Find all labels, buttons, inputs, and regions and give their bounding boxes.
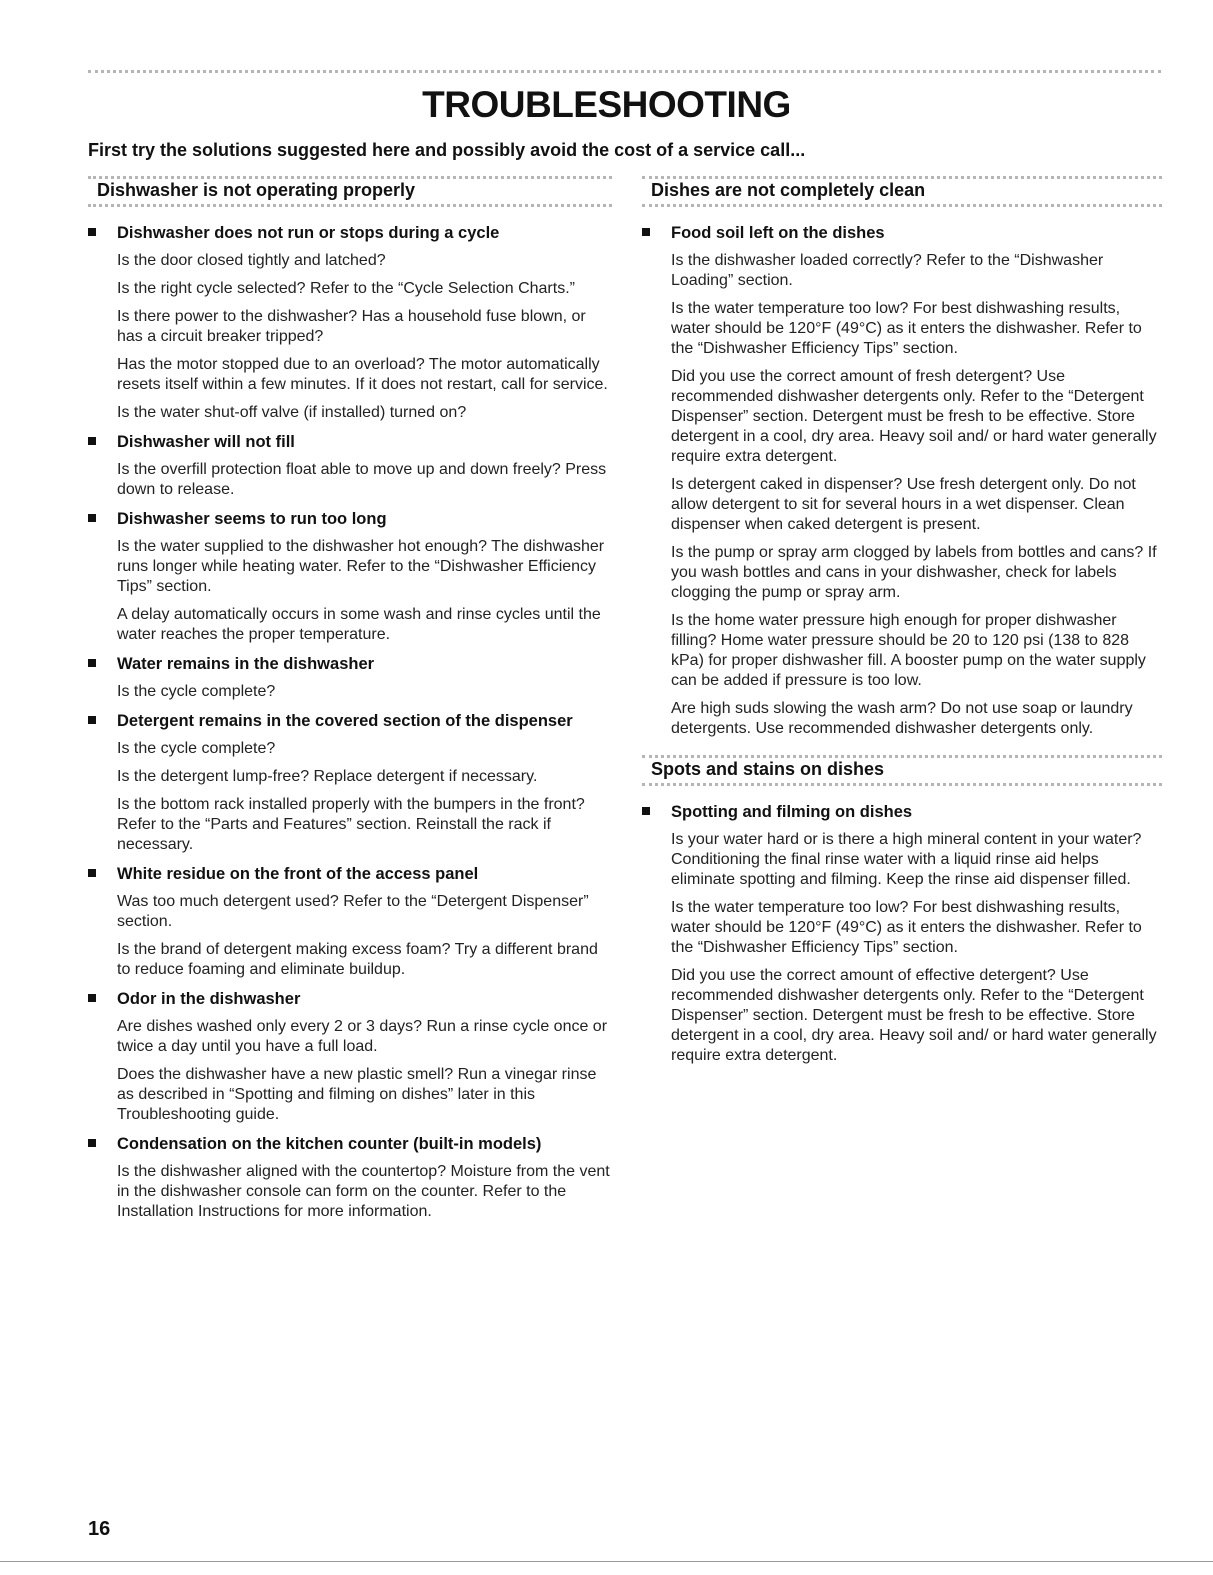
troubleshooting-item [88,223,612,423]
square-bullet-icon [88,514,96,522]
top-dotted-rule [88,70,1161,73]
solution-text: Is your water hard or is there a high mineral content in your water? Conditioning the final rinse water with a liquid rinse aid helps eliminate spotting and filming. Keep the rinse aid dispenser filled. [671,831,1142,888]
solution-text: Is the water temperature too low? For best dishwashing results, water should be 120°F (49°C) as it enters the dishwasher. Refer to the “Dishwasher Efficiency Tips” section. [671,300,1142,357]
problem-heading [88,509,612,529]
problem-heading [642,223,1162,243]
solution-text: Did you use the correct amount of effective detergent? Use recommended dishwasher detergents only. Refer to the “Detergent Dispenser” section. Detergent must be fresh to be effective. Store detergent in a cool, dry area. Heavy soil and/ or hard water generally require extra detergent. [671,967,1157,1064]
problem-heading [88,989,612,1009]
right-items-spots [642,802,1162,1066]
troubleshooting-item [642,802,1162,1066]
troubleshooting-item [88,711,612,855]
problem-heading [88,1134,612,1154]
troubleshooting-item [88,509,612,645]
solution-text: A delay automatically occurs in some wash and rinse cycles until the water reaches the proper temperature. [117,606,601,643]
problem-heading-text: Dishwasher will not fill [117,433,295,451]
solution-text: Is the cycle complete? [117,683,276,700]
troubleshooting-item [88,432,612,500]
solution-text: Is the brand of detergent making excess foam? Try a different brand to reduce foaming and eliminate buildup. [117,941,598,978]
solution-text: Is the door closed tightly and latched? [117,252,386,269]
page-subtitle: First try the solutions suggested here and possibly avoid the cost of a service call... [88,140,806,160]
section-title: Dishes are not completely clean [651,180,926,200]
problem-heading [88,223,612,243]
troubleshooting-item [88,1134,612,1222]
section-header-spots-stains [642,755,1162,786]
solution-text: Is the dishwasher loaded correctly? Refer to the “Dishwasher Loading” section. [671,252,1104,289]
section-title: Dishwasher is not operating properly [97,180,416,200]
troubleshooting-item [642,223,1162,739]
problem-heading-text: Dishwasher does not run or stops during a cycle [117,224,500,242]
square-bullet-icon [642,228,650,236]
problem-heading-text: Condensation on the kitchen counter (built-in models) [117,1135,542,1153]
problem-heading [88,654,612,674]
problem-heading-text: Dishwasher seems to run too long [117,510,387,528]
solution-text: Is the overfill protection float able to move up and down freely? Press down to release. [117,461,607,498]
page-title: TROUBLESHOOTING [422,84,791,125]
troubleshooting-item [88,864,612,980]
solution-text: Is the water temperature too low? For best dishwashing results, water should be 120°F (49°C) as it enters the dishwasher. Refer to the “Dishwasher Efficiency Tips” section. [671,899,1142,956]
problem-heading [88,432,612,452]
solution-text: Are dishes washed only every 2 or 3 days? Run a rinse cycle once or twice a day until you have a full load. [117,1018,608,1055]
problem-heading-text: Detergent remains in the covered section of the dispenser [117,712,573,730]
solution-text: Is the right cycle selected? Refer to the “Cycle Selection Charts.” [117,280,575,297]
problem-heading-text: Odor in the dishwasher [117,990,301,1008]
section-title: Spots and stains on dishes [651,759,885,779]
square-bullet-icon [88,869,96,877]
solution-text: Is the water shut-off valve (if installed) turned on? [117,404,467,421]
problem-heading-text: White residue on the front of the access panel [117,865,479,883]
square-bullet-icon [88,437,96,445]
solution-text: Does the dishwasher have a new plastic smell? Run a vinegar rinse as described in “Spotting and filming on dishes” later in this Troubleshooting guide. [117,1066,597,1123]
square-bullet-icon [88,659,96,667]
problem-heading-text: Water remains in the dishwasher [117,655,375,673]
section-header-not-operating [88,176,612,207]
troubleshooting-item [88,989,612,1125]
section-header-not-clean [642,176,1162,207]
solution-text: Is the dishwasher aligned with the countertop? Moisture from the vent in the dishwasher console can form on the counter. Refer to the Installation Instructions for more information. [117,1163,610,1220]
square-bullet-icon [88,994,96,1002]
right-items-not-clean [642,223,1162,739]
solution-text: Has the motor stopped due to an overload? The motor automatically resets itself within a few minutes. If it does not restart, call for service. [117,356,608,393]
solution-text: Did you use the correct amount of fresh detergent? Use recommended dishwasher detergents only. Refer to the “Detergent Dispenser” section. Detergent must be fresh to be effective. Store detergent in a cool, dry area. Heavy soil and/ or hard water generally require extra detergent. [671,368,1157,465]
right-column [642,176,1162,1075]
square-bullet-icon [88,1139,96,1147]
solution-text: Was too much detergent used? Refer to the “Detergent Dispenser” section. [117,893,589,930]
solution-text: Is detergent caked in dispenser? Use fresh detergent only. Do not allow detergent to sit for several hours in a wet dispenser. Clean dispenser when caked detergent is present. [671,476,1136,533]
solution-text: Is the cycle complete? [117,740,276,757]
solution-text: Is the water supplied to the dishwasher hot enough? The dishwasher runs longer while heating water. Refer to the “Dishwasher Efficiency Tips” section. [117,538,605,595]
problem-heading [642,802,1162,822]
solution-text: Are high suds slowing the wash arm? Do not use soap or laundry detergents. Use recommended dishwasher detergents only. [671,700,1133,737]
troubleshooting-item [88,654,612,702]
left-items [88,223,612,1222]
problem-heading-text: Spotting and filming on dishes [671,803,913,821]
square-bullet-icon [88,716,96,724]
solution-text: Is the pump or spray arm clogged by labels from bottles and cans? If you wash bottles and cans in your dishwasher, check for labels clogging the pump or spray arm. [671,544,1157,601]
solution-text: Is the bottom rack installed properly with the bumpers in the front? Refer to the “Parts and Features” section. Reinstall the rack if necessary. [117,796,585,853]
page-number: 16 [88,1518,111,1540]
problem-heading [88,864,612,884]
bottom-rule [0,1561,1213,1562]
problem-heading-text: Food soil left on the dishes [671,224,885,242]
left-column [88,176,612,1231]
solution-text: Is there power to the dishwasher? Has a household fuse blown, or has a circuit breaker tripped? [117,308,586,345]
square-bullet-icon [88,228,96,236]
square-bullet-icon [642,807,650,815]
problem-heading [88,711,612,731]
solution-text: Is the detergent lump-free? Replace detergent if necessary. [117,768,538,785]
solution-text: Is the home water pressure high enough for proper dishwasher filling? Home water pressure should be 20 to 120 psi (138 to 828 kPa) for proper dishwasher fill. A booster pump on the water supply can be added if pressure is too low. [671,612,1146,689]
